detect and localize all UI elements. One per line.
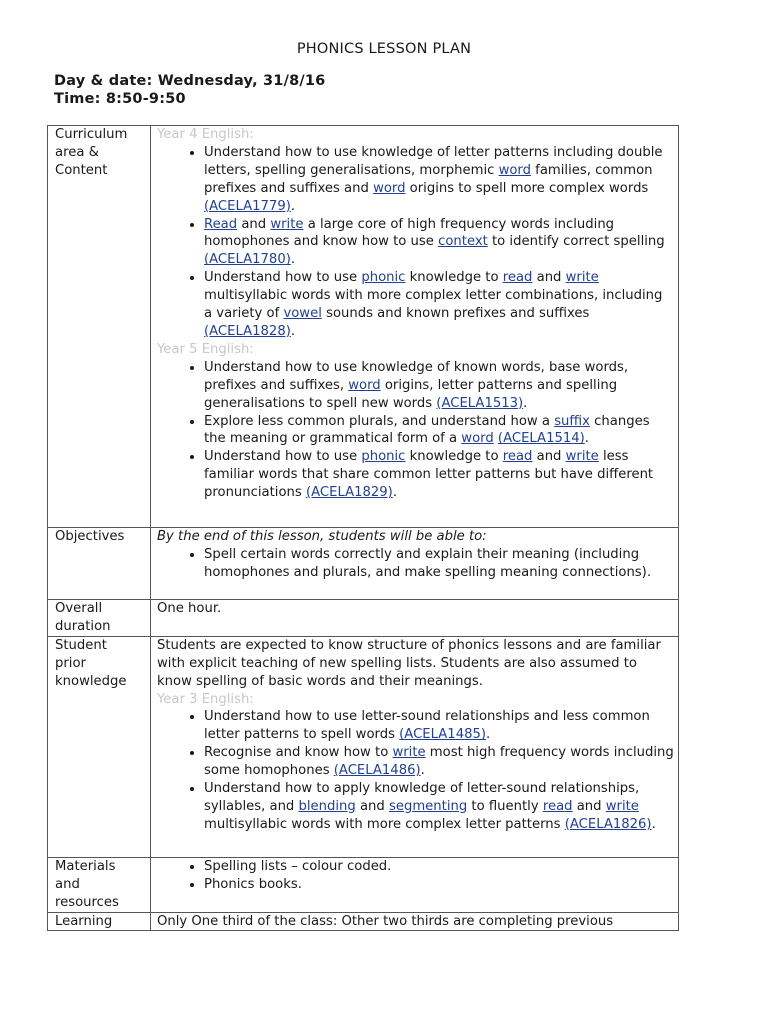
learning-label: Learning <box>48 912 151 931</box>
write-link[interactable]: write <box>392 745 426 761</box>
acela1514-link[interactable]: (ACELA1514) <box>497 431 585 447</box>
suffix-link[interactable]: suffix <box>554 413 590 429</box>
list-item: • Understand how to apply knowledge of letter-sound relationships, syllables, and blending and segmenting to fluently read and write multisyllabic words with more complex letter patterns (ACELA1826). <box>204 780 674 834</box>
word-link[interactable]: word <box>373 180 406 196</box>
document-title: PHONICS LESSON PLAN <box>296 41 472 57</box>
read-link[interactable]: read <box>542 798 573 814</box>
list-item: • Understand how to use phonic knowledge to read and write multisyllabic words with more complex letter combinations, including a variety of vowel sounds and known prefixes and suffixes (ACELA1828). <box>204 269 674 341</box>
read-link[interactable]: read <box>502 270 533 286</box>
read-link[interactable]: read <box>502 449 533 465</box>
table-row-learning <box>48 912 679 931</box>
acela1779-link[interactable]: (ACELA1779) <box>204 198 291 214</box>
acela1829-link[interactable]: (ACELA1829) <box>305 485 393 501</box>
phonic-link[interactable]: phonic <box>361 270 406 286</box>
list-item: • Recognise and know how to write most high frequency words including some homophones (ACELA1486). <box>204 744 674 780</box>
vowel-link[interactable]: vowel <box>283 306 322 322</box>
write-link[interactable]: write <box>605 798 639 814</box>
objectives-content <box>151 528 679 600</box>
year4-heading: Year 4 English: <box>157 127 254 142</box>
learning-content: Only One third of the class: Other two thirds are completing previous <box>151 912 679 931</box>
time-line: Time: 8:50-9:50 <box>54 91 186 107</box>
word-link[interactable]: word <box>348 377 381 393</box>
blending-link[interactable]: blending <box>298 798 356 814</box>
list-item: • Read and write a large core of high frequency words including homophones and know how to use context to identify correct spelling (ACELA1780). <box>204 216 674 270</box>
list-item: • Understand how to use phonic knowledge to read and write less familiar words that share common letter patterns but have different pronunciations (ACELA1829). <box>204 448 674 502</box>
acela1780-link[interactable]: (ACELA1780) <box>204 252 291 268</box>
year3-heading: Year 3 English: <box>157 691 254 707</box>
word-link[interactable]: word <box>498 162 531 178</box>
list-item: • Spell certain words correctly and explain their meaning (including homophones and plurals, and make spelling meaning connections). <box>204 546 674 582</box>
table-row-objectives <box>48 528 679 600</box>
phonic-link[interactable]: phonic <box>361 449 406 465</box>
read-link[interactable]: Read <box>204 216 238 232</box>
year5-heading: Year 5 English: <box>157 341 254 357</box>
prior-knowledge-content <box>151 636 679 857</box>
duration-label: Overall duration <box>48 600 151 637</box>
materials-content <box>151 857 679 912</box>
curriculum-label: Curriculum area & Content <box>48 126 151 528</box>
table-row-prior-knowledge <box>48 636 679 857</box>
list-item: • Understand how to use letter-sound relationships and less common letter patterns to spell words (ACELA1485). <box>204 708 674 744</box>
acela1826-link[interactable]: (ACELA1826) <box>564 816 652 832</box>
year5-list <box>157 359 674 502</box>
duration-value: One hour. <box>151 600 679 637</box>
prior-knowledge-label: Student prior knowledge <box>48 636 151 857</box>
list-item: • Understand how to use knowledge of letter patterns including double letters, spelling generalisations, morphemic word families, common prefixes and suffixes and word origins to spell more complex words (ACELA1779). <box>204 144 674 216</box>
table-row-duration <box>48 600 679 637</box>
objectives-intro: By the end of this lesson, students will be able to: <box>157 529 487 544</box>
write-link[interactable]: write <box>270 216 304 232</box>
segmenting-link[interactable]: segmenting <box>388 798 468 814</box>
acela1486-link[interactable]: (ACELA1486) <box>333 763 421 779</box>
table-row-curriculum <box>48 126 679 528</box>
date-line: Day & date: Wednesday, 31/8/16 <box>54 73 326 89</box>
write-link[interactable]: write <box>565 270 599 286</box>
list-item: • Phonics books. <box>204 876 674 894</box>
list-item: • Understand how to use knowledge of known words, base words, prefixes and suffixes, word origins, letter patterns and spelling generalisations to spell new words (ACELA1513). <box>204 359 674 413</box>
list-item: • Explore less common plurals, and understand how a suffix changes the meaning or grammatical form of a word (ACELA1514). <box>204 413 674 449</box>
list-item: • Spelling lists – colour coded. <box>204 858 674 876</box>
word-link[interactable]: word <box>461 431 494 447</box>
acela1513-link[interactable]: (ACELA1513) <box>436 395 524 411</box>
acela1828-link[interactable]: (ACELA1828) <box>204 323 291 339</box>
write-link[interactable]: write <box>565 449 599 465</box>
table-row-materials <box>48 857 679 912</box>
acela1485-link[interactable]: (ACELA1485) <box>399 727 487 743</box>
materials-label: Materials and resources <box>48 857 151 912</box>
objectives-label: Objectives <box>48 528 151 600</box>
year3-list <box>157 708 674 833</box>
year4-list <box>157 144 674 341</box>
curriculum-content <box>151 126 679 528</box>
context-link[interactable]: context <box>438 234 488 250</box>
prior-knowledge-intro: Students are expected to know structure of phonics lessons and are familiar with explicit teaching of new spelling lists. Students are also assumed to know spelling of basic words and their meanings. <box>157 637 661 689</box>
lesson-plan-table <box>47 125 679 931</box>
